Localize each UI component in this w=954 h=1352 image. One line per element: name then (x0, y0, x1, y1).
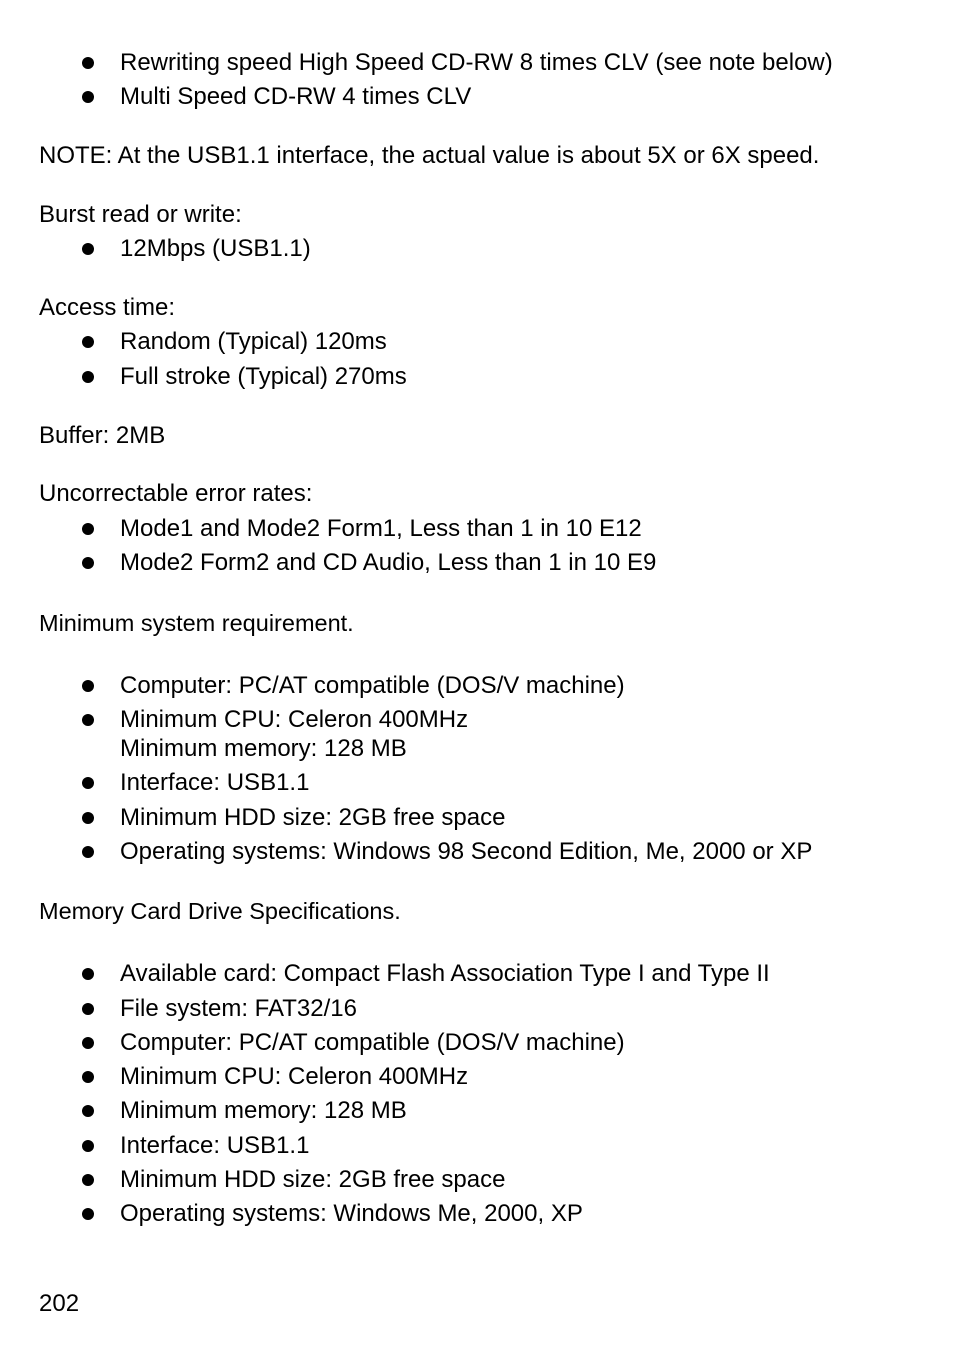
list-item: Mode2 Form2 and CD Audio, Less than 1 in 10 E9 (120, 549, 657, 576)
note-text: NOTE: At the USB1.1 interface, the actual value is about 5X or 6X speed. (39, 142, 820, 169)
bullet-icon (82, 812, 94, 824)
bullet-icon (82, 336, 94, 348)
page-number: 202 (39, 1290, 80, 1317)
memcard-heading: Memory Card Drive Specifications. (39, 898, 401, 924)
bullet-icon (82, 1208, 94, 1220)
burst-label: Burst read or write: (39, 201, 242, 228)
bullet-icon (82, 523, 94, 535)
list-item: Random (Typical) 120ms (120, 328, 387, 355)
list-item: Interface: USB1.1 (120, 1132, 310, 1159)
bullet-icon (82, 243, 94, 255)
bullet-icon (82, 1105, 94, 1117)
bullet-icon (82, 1003, 94, 1015)
bullet-icon (82, 57, 94, 69)
bullet-icon (82, 777, 94, 789)
list-item: Minimum HDD size: 2GB free space (120, 804, 506, 831)
bullet-icon (82, 371, 94, 383)
access-label: Access time: (39, 294, 176, 321)
bullet-icon (82, 91, 94, 103)
errors-label: Uncorrectable error rates: (39, 480, 313, 507)
list-item: Interface: USB1.1 (120, 769, 310, 796)
list-item: Full stroke (Typical) 270ms (120, 363, 407, 390)
bullet-icon (82, 1140, 94, 1152)
bullet-icon (82, 1037, 94, 1049)
list-item: Minimum memory: 128 MB (120, 1097, 407, 1124)
list-item: Multi Speed CD-RW 4 times CLV (120, 83, 472, 110)
list-item: Computer: PC/AT compatible (DOS/V machine) (120, 1029, 625, 1056)
list-item: Operating systems: Windows Me, 2000, XP (120, 1200, 583, 1227)
min-req-heading: Minimum system requirement. (39, 610, 354, 636)
list-item-continuation: Minimum memory: 128 MB (120, 735, 407, 762)
list-item: Computer: PC/AT compatible (DOS/V machine) (120, 672, 625, 699)
list-item: 12Mbps (USB1.1) (120, 235, 311, 262)
bullet-icon (82, 1174, 94, 1186)
list-item: Rewriting speed High Speed CD-RW 8 times CLV (see note below) (120, 49, 833, 76)
bullet-icon (82, 1071, 94, 1083)
bullet-icon (82, 557, 94, 569)
list-item: Minimum HDD size: 2GB free space (120, 1166, 506, 1193)
buffer-text: Buffer: 2MB (39, 422, 166, 449)
list-item: Available card: Compact Flash Association Type I and Type II (120, 960, 770, 987)
bullet-icon (82, 680, 94, 692)
bullet-icon (82, 714, 94, 726)
list-item: Minimum CPU: Celeron 400MHz (120, 1063, 469, 1090)
bullet-icon (82, 968, 94, 980)
list-item: Minimum CPU: Celeron 400MHz (120, 706, 469, 733)
list-item: File system: FAT32/16 (120, 995, 357, 1022)
list-item: Mode1 and Mode2 Form1, Less than 1 in 10 E12 (120, 515, 642, 542)
bullet-icon (82, 846, 94, 858)
list-item: Operating systems: Windows 98 Second Edition, Me, 2000 or XP (120, 838, 813, 865)
